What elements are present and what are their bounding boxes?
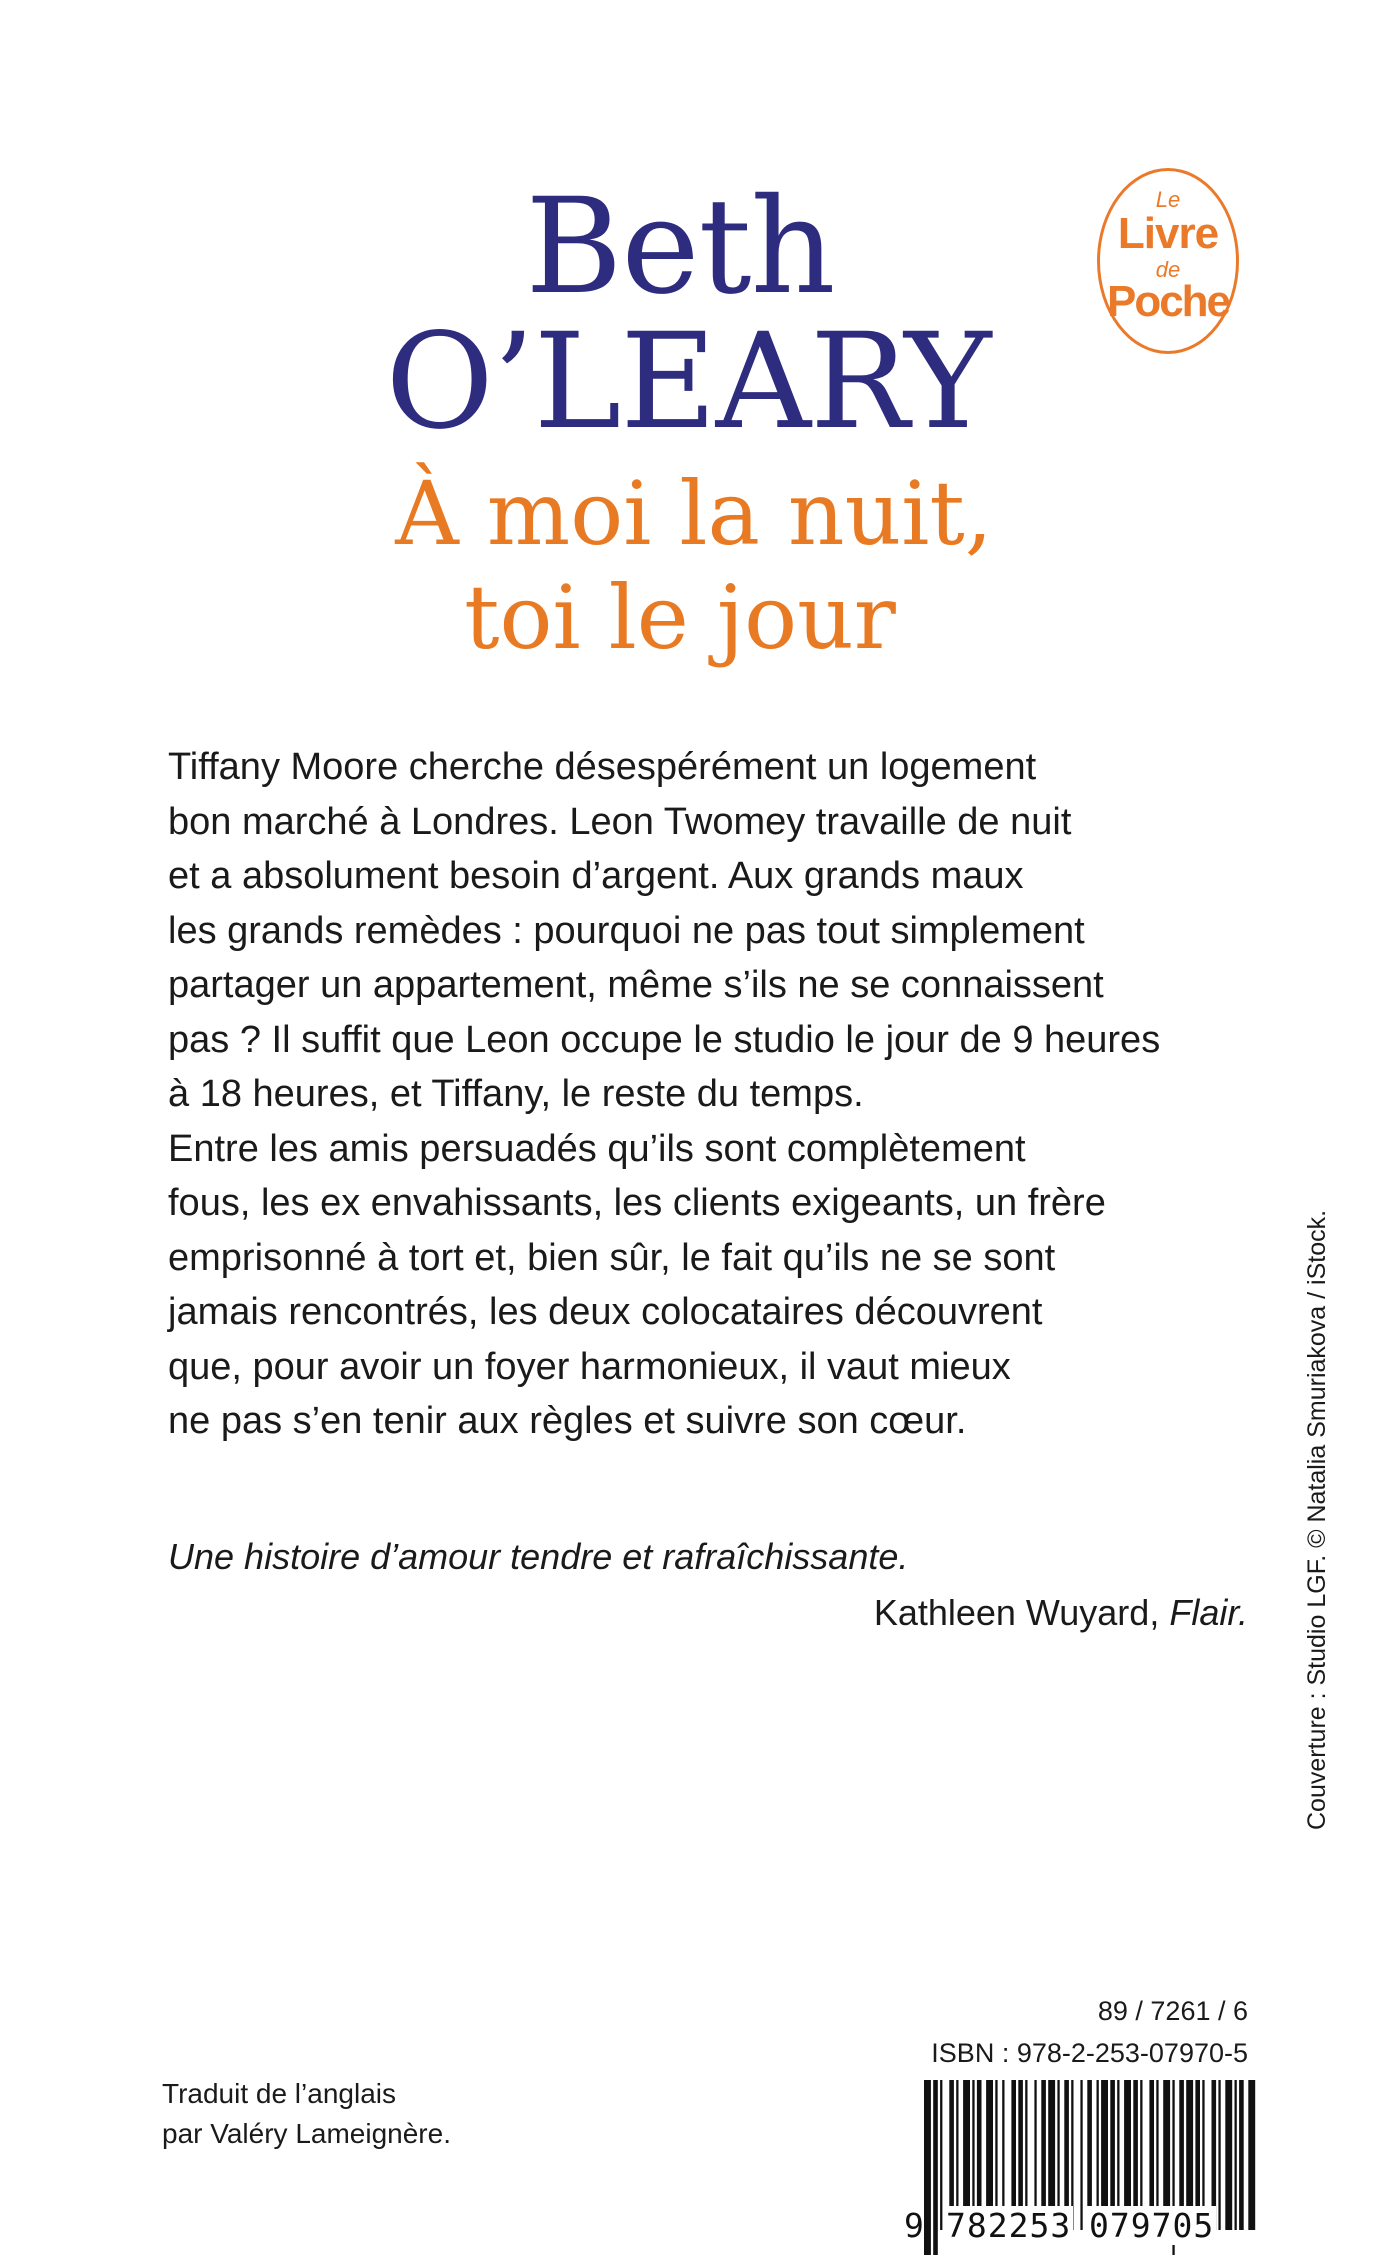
barcode-digit-group-2: 079705 — [1089, 2206, 1215, 2245]
book-blurb — [168, 740, 1268, 1449]
blurb-line: partager un appartement, même s’ils ne se connaissent — [168, 964, 1104, 1006]
catalog-number: 89 / 7261 / 6 — [1097, 1996, 1248, 2026]
logo-livre: Livre — [1117, 209, 1219, 258]
author-first-name: Beth — [525, 170, 835, 324]
review-quote: Une histoire d’amour tendre et rafraîchissante. — [168, 1536, 909, 1577]
barcode-digit-first: 9 — [904, 2206, 924, 2245]
review-author: Kathleen Wuyard, — [873, 1592, 1170, 1633]
blurb-line: à 18 heures, et Tiffany, le reste du temps. — [168, 1073, 864, 1115]
blurb-line: pas ? Il suffit que Leon occupe le studio le jour de 9 heures — [168, 1018, 1161, 1061]
translation-line-1: Traduit de l’anglais — [162, 2078, 396, 2109]
blurb-line: Entre les amis persuadés qu’ils sont complètement — [168, 1127, 1026, 1170]
blurb-line: jamais rencontrés, les deux colocataires découvrent — [168, 1291, 1043, 1333]
logo-le: Le — [1155, 187, 1181, 212]
blurb-line: les grands remèdes : pourquoi ne pas tout simplement — [168, 909, 1085, 952]
barcode-digits — [904, 2206, 1264, 2254]
book-title-line-2: toi le jour — [464, 566, 896, 669]
translation-credit — [162, 2074, 451, 2154]
book-codes — [931, 1990, 1248, 2074]
logo-poche: Poche — [1106, 277, 1230, 326]
blurb-line: ne pas s’en tenir aux règles et suivre son cœur. — [168, 1400, 967, 1442]
book-title-line-1: À moi la nuit, — [395, 462, 993, 565]
review-attribution — [874, 1592, 1248, 1634]
blurb-line: que, pour avoir un foyer harmonieux, il vaut mieux — [168, 1345, 1011, 1388]
isbn-number: ISBN : 978-2-253-07970-5 — [931, 2038, 1248, 2068]
blurb-line: bon marché à Londres. Leon Twomey travaille de nuit — [168, 800, 1072, 843]
author-last-name: O’LEARY — [385, 305, 991, 459]
logo-de: de — [1155, 257, 1181, 282]
review-source: Flair. — [1169, 1592, 1248, 1633]
barcode-digit-group-1: 782253 — [946, 2206, 1072, 2245]
blurb-line: et a absolument besoin d’argent. Aux grands maux — [168, 855, 1024, 897]
translation-line-2: par Valéry Lameignère. — [162, 2118, 451, 2149]
blurb-line: emprisonné à tort et, bien sûr, le fait qu’ils ne se sont — [168, 1236, 1056, 1279]
cover-credit-text: Couverture : Studio LGF. © Natalia Smuriakova / iStock. — [1303, 1209, 1331, 1830]
blurb-line: fous, les ex envahissants, les clients exigeants, un frère — [168, 1182, 1106, 1224]
publisher-logo — [1097, 168, 1239, 354]
blurb-line: Tiffany Moore cherche désespérément un logement — [168, 746, 1037, 788]
